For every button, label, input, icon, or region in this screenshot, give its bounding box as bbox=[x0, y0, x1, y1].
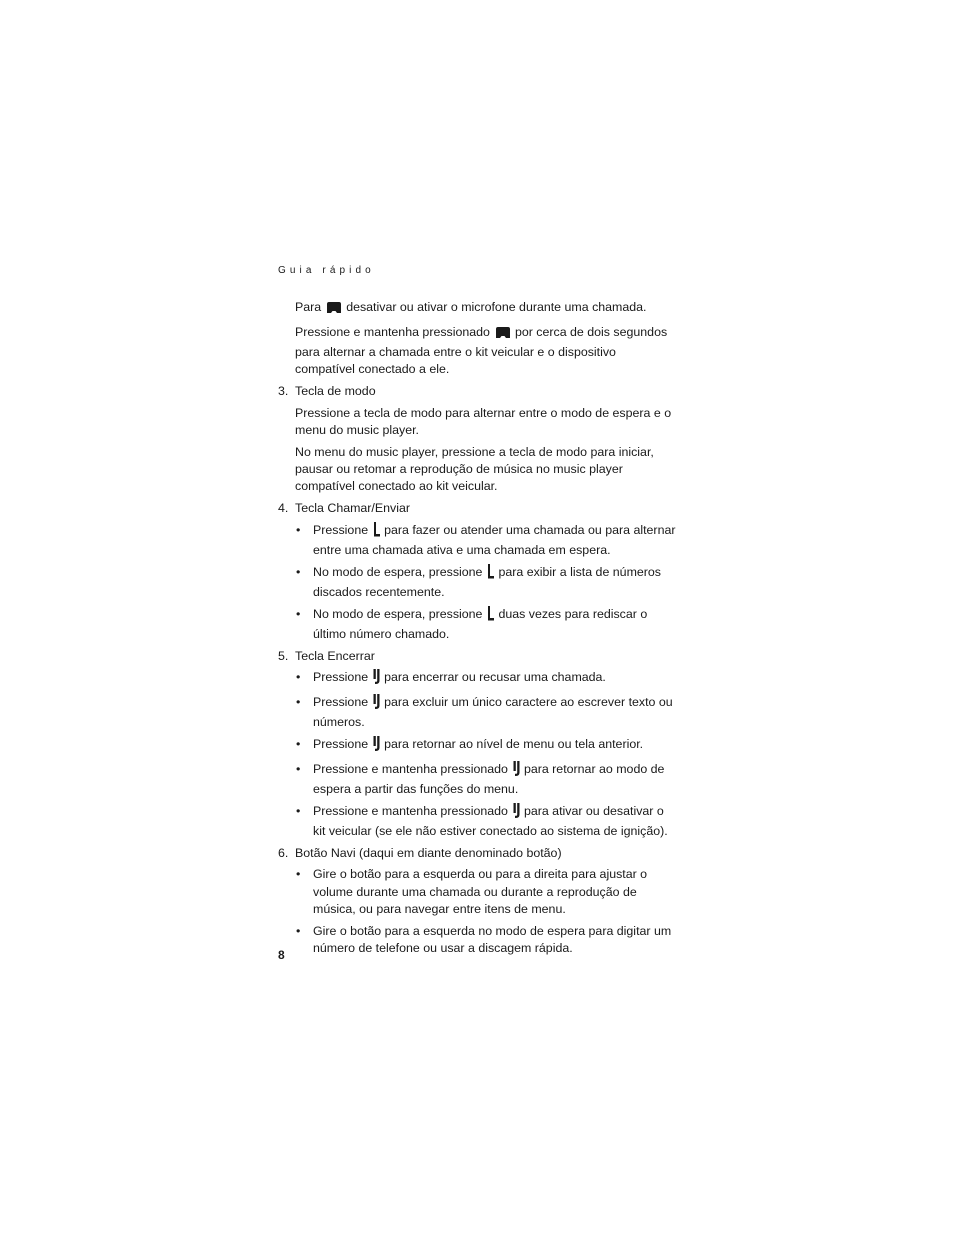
page-number: 8 bbox=[278, 948, 285, 962]
bullet-item: • Pressione para retornar ao nível de menu ou tela anterior. bbox=[278, 736, 678, 756]
paragraph: Pressione a tecla de modo para alternar entre o modo de espera e o menu do music player. bbox=[295, 405, 672, 437]
bullet-item: • No modo de espera, pressione duas vezes para rediscar o último número chamado. bbox=[296, 606, 648, 641]
item-title: Botão Navi (daqui em diante denominado botão) bbox=[295, 845, 562, 860]
item-title: Tecla Chamar/Enviar bbox=[295, 500, 410, 515]
mute-key-icon bbox=[495, 326, 511, 344]
end-key-icon bbox=[373, 669, 380, 689]
list-item-end-key: 5. Tecla Encerrar bbox=[278, 648, 375, 663]
call-key-icon bbox=[373, 522, 380, 542]
item-title: Tecla Encerrar bbox=[295, 648, 375, 663]
bullet-item: • Pressione para encerrar ou recusar uma chamada. bbox=[278, 669, 678, 689]
end-key-icon bbox=[513, 761, 520, 781]
list-item-call-key: 4. Tecla Chamar/Enviar bbox=[278, 500, 410, 515]
paragraph-hold-mute: Pressione e mantenha pressionado por cerca de dois segundos para alternar a chamada entre o kit veicular e o dispositivo compatível conectado a ele. bbox=[295, 324, 668, 377]
list-item-mode-key: 3. Tecla de modo bbox=[278, 383, 376, 398]
bullet-item: • Pressione para fazer ou atender uma chamada ou para alternar entre uma chamada ativa e uma chamada em espera. bbox=[296, 522, 676, 557]
paragraph-mute: Para desativar ou ativar o microfone durante uma chamada. bbox=[295, 299, 678, 319]
call-key-icon bbox=[487, 606, 494, 626]
end-key-icon bbox=[373, 736, 380, 756]
bullet-item: • Pressione para excluir um único caractere ao escrever texto ou números. bbox=[296, 694, 673, 730]
mute-key-icon bbox=[326, 301, 342, 319]
page-content bbox=[278, 299, 678, 962]
call-key-icon bbox=[487, 564, 494, 584]
list-item-navi-button: 6. Botão Navi (daqui em diante denominado botão) bbox=[278, 845, 562, 860]
bullet-item: • Pressione e mantenha pressionado para retornar ao modo de espera a partir das funções do menu. bbox=[296, 761, 665, 796]
bullet-item: • Gire o botão para a esquerda ou para a direita para ajustar o volume durante uma chamada ou durante a reprodução de música, ou para navegar entre itens de menu. bbox=[296, 867, 648, 916]
item-title: Tecla de modo bbox=[295, 383, 376, 398]
running-header: Guia rápido bbox=[278, 265, 375, 276]
paragraph: No menu do music player, pressione a tecla de modo para iniciar, pausar ou retomar a reprodução de música no music player compatível conectado ao kit veicular. bbox=[295, 444, 654, 494]
bullet-item: • Pressione e mantenha pressionado para ativar ou desativar o kit veicular (se ele não estiver conectado ao sistema de ignição). bbox=[296, 803, 668, 838]
end-key-icon bbox=[513, 803, 520, 823]
bullet-item: • No modo de espera, pressione para exibir a lista de números discados recentemente. bbox=[296, 564, 661, 599]
bullet-item: • Gire o botão para a esquerda no modo de espera para digitar um número de telefone ou usar a discagem rápida. bbox=[296, 923, 672, 955]
end-key-icon bbox=[373, 694, 380, 714]
